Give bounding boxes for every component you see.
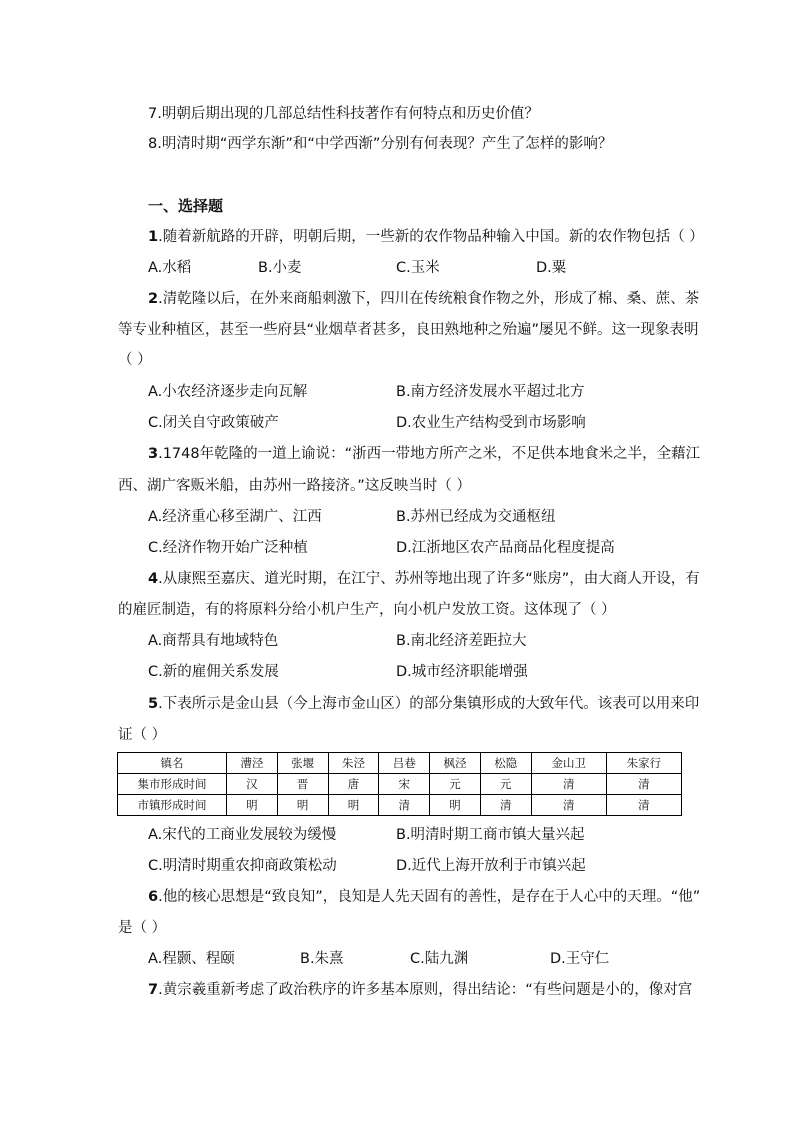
q4-option-d[interactable]: D.城市经济职能增强: [396, 664, 528, 680]
q4-option-b[interactable]: B.南北经济差距拉大: [396, 633, 527, 649]
q6-option-a[interactable]: A.程颢、程颐: [148, 951, 235, 967]
question-text: .1748年乾隆的一道上谕说：“浙西一带地方所产之米，不足供本地食米之半，全藉江: [158, 446, 701, 462]
q3-option-b[interactable]: B.苏州已经成为交通枢纽: [396, 509, 556, 525]
question-1: [148, 227, 704, 247]
table-cell: 枫泾: [430, 753, 481, 774]
q2-option-a[interactable]: A.小农经济逐步走向瓦解: [148, 384, 308, 400]
q5-option-b[interactable]: B.明清时期工商市镇大量兴起: [396, 827, 585, 843]
q6-option-c[interactable]: C.陆九渊: [410, 951, 469, 967]
question-number: 3: [148, 446, 159, 462]
table-cell: 明: [277, 795, 328, 816]
q2-option-d[interactable]: D.农业生产结构受到市场影响: [396, 415, 586, 431]
table-cell: 明: [328, 795, 379, 816]
table-header-row: [118, 753, 682, 774]
question-number: 4: [148, 571, 159, 587]
q6-option-d[interactable]: D.王守仁: [550, 951, 610, 967]
question-4-line-2: 的雇匠制造，有的将原料分给小机户生产，向小机户发放工资。这体现了（ ）: [118, 602, 616, 618]
table-cell: 晋: [277, 774, 328, 795]
q1-option-d[interactable]: D.粟: [536, 260, 567, 276]
table-cell: 清: [379, 795, 430, 816]
question-number: 2: [148, 291, 159, 307]
table-cell: 张堰: [277, 753, 328, 774]
table-cell: 元: [480, 774, 531, 795]
q4-option-c[interactable]: C.新的雇佣关系发展: [148, 664, 279, 680]
question-3-line-2: 西、湖广客贩米船，由苏州一路接济。”这反映当时（ ）: [118, 478, 471, 494]
table-cell: 吕巷: [379, 753, 430, 774]
table-cell: 汉: [227, 774, 278, 795]
table-cell: 集市形成时间: [118, 774, 227, 795]
question-number: 1: [148, 229, 159, 245]
section-title: 一、选择题: [148, 197, 224, 215]
table-cell: 明: [227, 795, 278, 816]
table-cell: 镇名: [118, 753, 227, 774]
table-cell: 宋: [379, 774, 430, 795]
q3-option-c[interactable]: C.经济作物开始广泛种植: [148, 540, 308, 556]
q3-option-a[interactable]: A.经济重心移至湖广、江西: [148, 509, 322, 525]
table-cell: 清: [531, 774, 606, 795]
review-question-7: 7.明朝后期出现的几部总结性科技著作有何特点和历史价值？: [148, 106, 539, 122]
question-2-line-3: （ ）: [118, 352, 152, 368]
question-2: [148, 289, 699, 309]
review-question-8: 8.明清时期“西学东渐”和“中学西渐”分别有何表现？产生了怎样的影响？: [148, 136, 613, 152]
table-cell: 金山卫: [531, 753, 606, 774]
question-5: [148, 694, 699, 714]
table-cell: 元: [430, 774, 481, 795]
table-row: [118, 774, 682, 795]
question-text: .清乾隆以后，在外来商船刺激下，四川在传统粮食作物之外，形成了棉、桑、蔗、茶: [158, 291, 700, 307]
question-2-line-2: 等专业种植区，甚至一些府县“业烟草者甚多，良田熟地种之殆遍”屡见不鲜。这一现象表明: [118, 322, 699, 338]
table-cell: 市镇形成时间: [118, 795, 227, 816]
question-text: .他的核心思想是“致良知”，良知是人先天固有的善性，是存在于人心中的天理。“他”: [158, 889, 701, 905]
question-5-line-2: 证（ ）: [118, 727, 167, 743]
question-4: [148, 569, 700, 589]
q1-option-b[interactable]: B.小麦: [258, 260, 302, 276]
question-number: 7: [148, 982, 159, 998]
table-cell: 清: [480, 795, 531, 816]
table-cell: 明: [430, 795, 481, 816]
question-6: [148, 887, 700, 907]
table-cell: 清: [531, 795, 606, 816]
q3-option-d[interactable]: D.江浙地区农产品商品化程度提高: [396, 540, 615, 556]
table-cell: 漕泾: [227, 753, 278, 774]
question-7: [148, 980, 692, 1000]
table-cell: 朱家行: [606, 753, 681, 774]
table-row: [118, 795, 682, 816]
table-cell: 松隐: [480, 753, 531, 774]
question-text: .下表所示是金山县（今上海市金山区）的部分集镇形成的大致年代。该表可以用来印: [158, 696, 700, 712]
q4-option-a[interactable]: A.商帮具有地域特色: [148, 633, 279, 649]
question-text: .从康熙至嘉庆、道光时期，在江宁、苏州等地出现了许多“账房”，由大商人开设，有: [158, 571, 700, 587]
market-town-table: [117, 752, 682, 816]
q2-option-c[interactable]: C.闭关自守政策破产: [148, 415, 279, 431]
q5-option-a[interactable]: A.宋代的工商业发展较为缓慢: [148, 827, 337, 843]
q5-option-d[interactable]: D.近代上海开放利于市镇兴起: [396, 858, 586, 874]
question-text: .随着新航路的开辟，明朝后期，一些新的农作物品种输入中国。新的农作物包括（ ）: [158, 229, 704, 245]
table-cell: 清: [606, 795, 681, 816]
question-number: 6: [148, 889, 159, 905]
q1-option-a[interactable]: A.水稻: [148, 260, 192, 276]
question-3: [148, 444, 700, 464]
q1-option-c[interactable]: C.玉米: [396, 260, 440, 276]
q2-option-b[interactable]: B.南方经济发展水平超过北方: [396, 384, 585, 400]
table-cell: 唐: [328, 774, 379, 795]
question-number: 5: [148, 696, 159, 712]
q6-option-b[interactable]: B.朱熹: [300, 951, 344, 967]
table-cell: 朱泾: [328, 753, 379, 774]
question-text: .黄宗羲重新考虑了政治秩序的许多基本原则，得出结论：“有些问题是小的，像对宫: [158, 982, 693, 998]
table-cell: 清: [606, 774, 681, 795]
question-6-line-2: 是（ ）: [118, 920, 167, 936]
q5-option-c[interactable]: C.明清时期重农抑商政策松动: [148, 858, 337, 874]
